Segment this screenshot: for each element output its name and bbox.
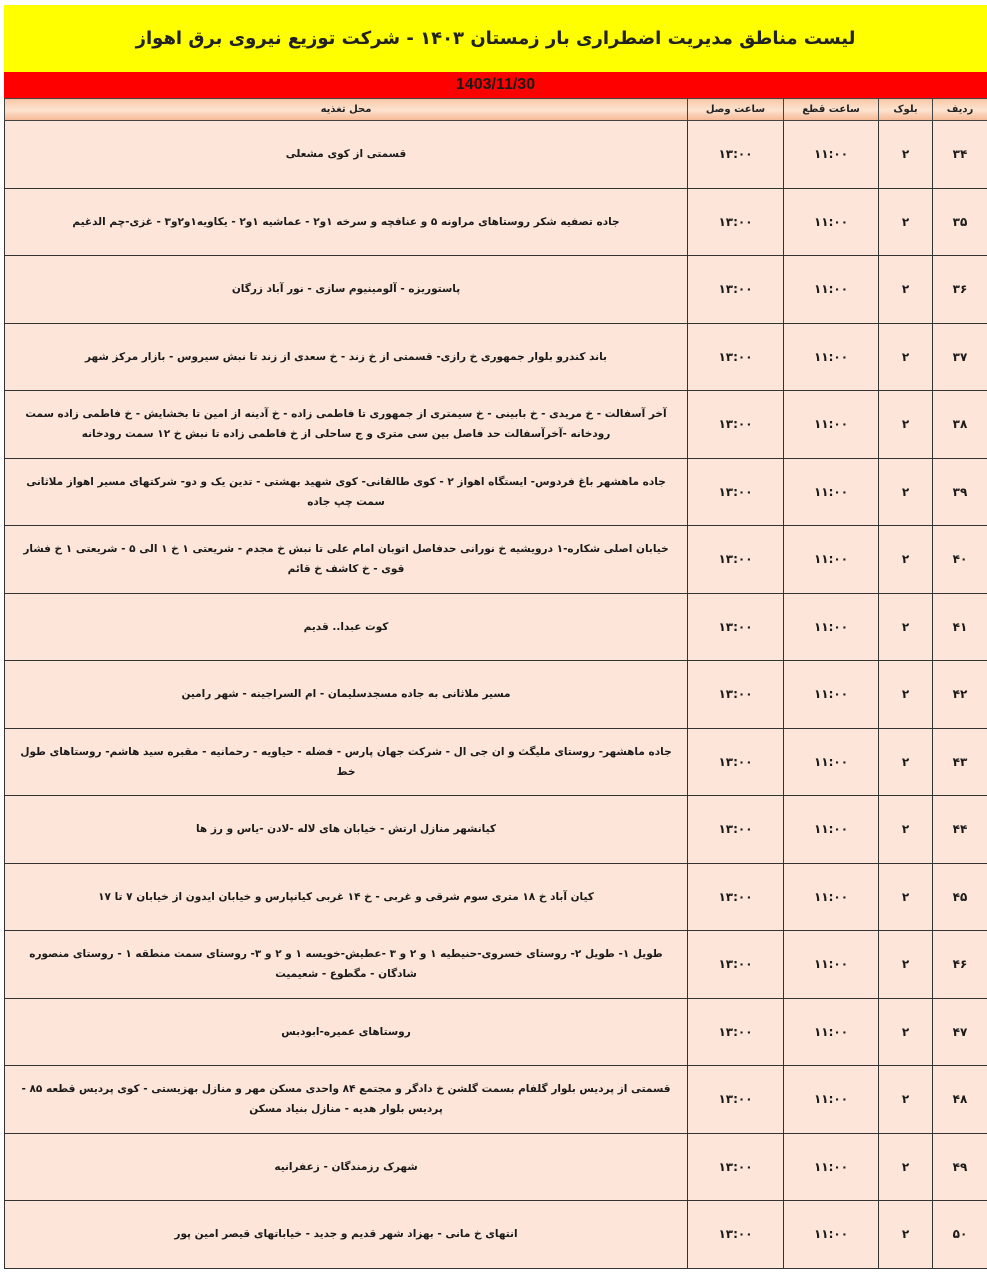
table-row [5,661,987,729]
connect-time-cell: ۱۳:۰۰ [688,391,784,459]
table-row [5,391,987,459]
connect-time-cell: ۱۳:۰۰ [688,1201,784,1269]
table-row [5,458,987,526]
table-row [5,593,987,661]
outage-schedule-table [4,98,987,1269]
block-cell: ۲ [879,526,933,594]
table-row [5,998,987,1066]
row-number-cell: ۴۸ [933,1066,987,1134]
location-cell: انتهای خ مانی - بهزاد شهر قدیم و جدید - خیاباتهای قیصر امین پور [5,1201,688,1269]
row-number-cell: ۴۷ [933,998,987,1066]
header-location: محل تغذیه [5,99,688,121]
row-number-cell: ۴۰ [933,526,987,594]
row-number-cell: ۳۹ [933,458,987,526]
connect-time-cell: ۱۳:۰۰ [688,458,784,526]
row-number-cell: ۴۵ [933,863,987,931]
cut-time-cell: ۱۱:۰۰ [784,526,879,594]
cut-time-cell: ۱۱:۰۰ [784,1201,879,1269]
location-cell: کیان آباد خ ۱۸ متری سوم شرقی و غربی - خ ۱۴ غربی کیانپارس و خیابان ایدون از خیابان ۷ تا ۱۷ [5,863,688,931]
cut-time-cell: ۱۱:۰۰ [784,661,879,729]
table-row [5,121,987,189]
connect-time-cell: ۱۳:۰۰ [688,256,784,324]
block-cell: ۲ [879,728,933,796]
connect-time-cell: ۱۳:۰۰ [688,121,784,189]
block-cell: ۲ [879,458,933,526]
cut-time-cell: ۱۱:۰۰ [784,256,879,324]
table-row [5,931,987,999]
cut-time-cell: ۱۱:۰۰ [784,728,879,796]
connect-time-cell: ۱۳:۰۰ [688,188,784,256]
table-row [5,188,987,256]
block-cell: ۲ [879,323,933,391]
location-cell: قسمتی از کوی مشعلی [5,121,688,189]
block-cell: ۲ [879,391,933,459]
title-banner [4,5,987,72]
block-cell: ۲ [879,796,933,864]
date-banner [4,72,987,99]
connect-time-cell: ۱۳:۰۰ [688,323,784,391]
cut-time-cell: ۱۱:۰۰ [784,121,879,189]
location-cell: کیانشهر منازل ارتش - خیابان های لاله -لادن -یاس و رز ها [5,796,688,864]
location-cell: جاده تصفیه شکر روستاهای مراونه ۵ و عنافچه و سرخه ۱و۲ - عماشیه ۱و۲ - یکاویه۱و۲و۳ - غزی-چم الدغیم [5,188,688,256]
block-cell: ۲ [879,1066,933,1134]
connect-time-cell: ۱۳:۰۰ [688,931,784,999]
date-label: 1403/11/30 [455,76,536,93]
block-cell: ۲ [879,661,933,729]
cut-time-cell: ۱۱:۰۰ [784,458,879,526]
connect-time-cell: ۱۳:۰۰ [688,661,784,729]
connect-time-cell: ۱۳:۰۰ [688,526,784,594]
location-cell: مسیر ملاثانی به جاده مسجدسلیمان - ام السراجینه - شهر رامین [5,661,688,729]
table-row [5,863,987,931]
block-cell: ۲ [879,1201,933,1269]
row-number-cell: ۴۳ [933,728,987,796]
table-row [5,256,987,324]
connect-time-cell: ۱۳:۰۰ [688,1066,784,1134]
table-row [5,796,987,864]
table-row [5,1066,987,1134]
block-cell: ۲ [879,998,933,1066]
block-cell: ۲ [879,1133,933,1201]
location-cell: قسمتی از پردیس بلوار گلفام بسمت گلشن خ دادگر و مجتمع ۸۴ واحدی مسکن مهر و منازل بهزیستی - کوی پردیس قطعه ۸۵ - پردیس بلوار هدیه - منازل بنیاد مسکن [5,1066,688,1134]
block-cell: ۲ [879,121,933,189]
block-cell: ۲ [879,256,933,324]
cut-time-cell: ۱۱:۰۰ [784,863,879,931]
cut-time-cell: ۱۱:۰۰ [784,323,879,391]
row-number-cell: ۴۲ [933,661,987,729]
header-block: بلوک [879,99,933,121]
row-number-cell: ۳۸ [933,391,987,459]
location-cell: پاستوریزه - آلومینیوم سازی - نور آباد زرگان [5,256,688,324]
location-cell: جاده ماهشهر باغ فردوس- ایستگاه اهواز ۲ - کوی طالقانی- کوی شهید بهشتی - تدین یک و دو- شرکتهای مسیر اهواز ملاثانی سمت چپ جاده [5,458,688,526]
row-number-cell: ۵۰ [933,1201,987,1269]
location-cell: کوت عبدا.. قدیم [5,593,688,661]
location-cell: روستاهای عمیره-ابودبس [5,998,688,1066]
cut-time-cell: ۱۱:۰۰ [784,796,879,864]
location-cell: باند کندرو بلوار جمهوری خ رازی- قسمتی از خ زند - خ سعدی از زند تا نبش سیروس - بازار مرکز شهر [5,323,688,391]
connect-time-cell: ۱۳:۰۰ [688,593,784,661]
page-title: لیست مناطق مدیریت اضطراری بار زمستان ۱۴۰۳ - شرکت توزیع نیروی برق اهواز [135,28,856,49]
row-number-cell: ۳۷ [933,323,987,391]
row-number-cell: ۳۴ [933,121,987,189]
row-number-cell: ۴۱ [933,593,987,661]
cut-time-cell: ۱۱:۰۰ [784,593,879,661]
connect-time-cell: ۱۳:۰۰ [688,796,784,864]
block-cell: ۲ [879,863,933,931]
row-number-cell: ۴۶ [933,931,987,999]
block-cell: ۲ [879,593,933,661]
location-cell: جاده ماهشهر- روستای ملیگث و ان جی ال - شرکت جهان پارس - فضله - حیاویه - رحمانیه - مقبره سید هاشم- روستاهای طول خط [5,728,688,796]
header-connect-time: ساعت وصل [688,99,784,121]
row-number-cell: ۴۴ [933,796,987,864]
connect-time-cell: ۱۳:۰۰ [688,728,784,796]
table-row [5,323,987,391]
location-cell: آخر آسفالت - خ مریدی - خ بابینی - خ سیمتری از جمهوری تا فاطمی زاده - خ آدینه از امین تا بخشایش - خ فاطمی زاده سمت رودخانه -آخرآسفالت حد فاصل بین سی متری و ج ساحلی از خ فاطمی زاده تا نبش خ ۱۲ سمت رودخانه [5,391,688,459]
cut-time-cell: ۱۱:۰۰ [784,391,879,459]
cut-time-cell: ۱۱:۰۰ [784,931,879,999]
connect-time-cell: ۱۳:۰۰ [688,1133,784,1201]
row-number-cell: ۴۹ [933,1133,987,1201]
header-row-number: ردیف [933,99,987,121]
row-number-cell: ۳۶ [933,256,987,324]
block-cell: ۲ [879,188,933,256]
table-row [5,1201,987,1269]
connect-time-cell: ۱۳:۰۰ [688,998,784,1066]
connect-time-cell: ۱۳:۰۰ [688,863,784,931]
location-cell: خیابان اصلی شکاره-۱ درویشیه خ نورانی حدفاصل اتوبان امام علی تا نبش خ مجدم - شریعتی ۱ خ ۱ الی ۵ - شریعتی ۱ خ فشار قوی - خ کاشف خ قائم [5,526,688,594]
header-cut-time: ساعت قطع [784,99,879,121]
table-header-row [5,99,987,121]
location-cell: طویل ۱- طویل ۲- روستای خسروی-حنیطیه ۱ و ۲ و ۳ -عطیش-خویسه ۱ و ۲ و ۳- روستای سمت منطقه ۱ - روستای منصوره شادگان - مگطوع - شعیمیت [5,931,688,999]
table-row [5,728,987,796]
cut-time-cell: ۱۱:۰۰ [784,1133,879,1201]
table-row [5,1133,987,1201]
cut-time-cell: ۱۱:۰۰ [784,998,879,1066]
cut-time-cell: ۱۱:۰۰ [784,1066,879,1134]
block-cell: ۲ [879,931,933,999]
row-number-cell: ۳۵ [933,188,987,256]
location-cell: شهرک رزمندگان - زعفرانیه [5,1133,688,1201]
cut-time-cell: ۱۱:۰۰ [784,188,879,256]
table-row [5,526,987,594]
